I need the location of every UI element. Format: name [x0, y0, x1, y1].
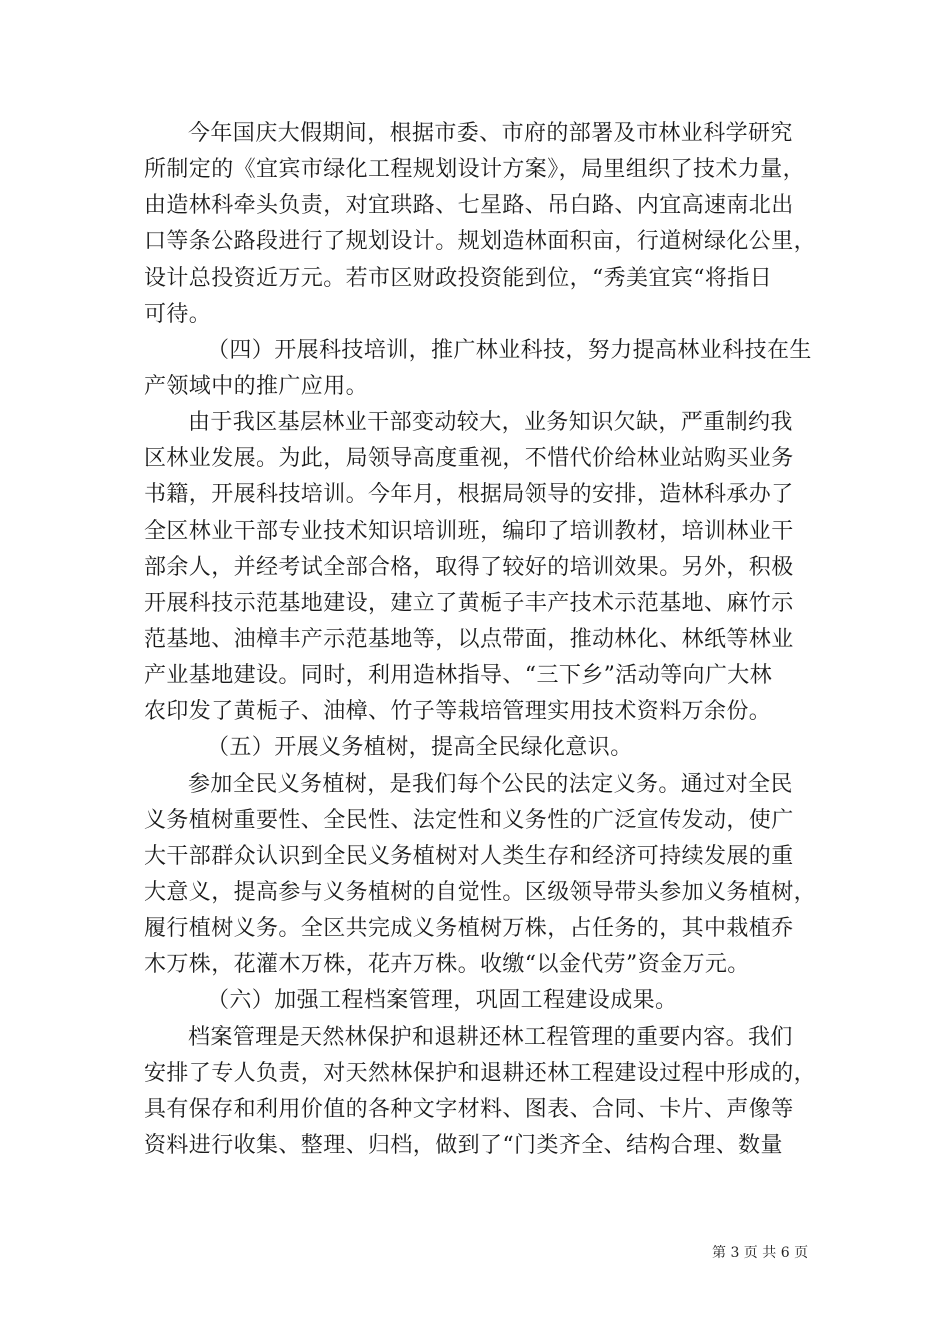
paragraph-line: 可待。 [144, 301, 212, 327]
paragraph-line: 由于我区基层林业干部变动较大，业务知识欠缺，严重制约我 [188, 410, 793, 436]
paragraph-line: 由造林科牵头负责，对宜珙路、七星路、吊白路、内宜高速南北出 [144, 193, 794, 219]
section-heading: （四）开展科技培训，推广林业科技，努力提高林业科技在生 [207, 337, 812, 363]
paragraph-line: 产业基地建设。同时，利用造林指导、“三下乡”活动等向广大林 [144, 663, 773, 689]
paragraph-line: 农印发了黄栀子、油樟、竹子等栽培管理实用技术资料万余份。 [144, 699, 772, 725]
paragraph-line: 资料进行收集、整理、归档，做到了“门类齐全、结构合理、数量 [144, 1132, 783, 1158]
paragraph-line: 具有保存和利用价值的各种文字材料、图表、合同、卡片、声像等 [144, 1096, 794, 1122]
paragraph-line: 部余人，并经考试全部合格，取得了较好的培训效果。另外，积极 [144, 554, 794, 580]
paragraph-line: 履行植树义务。全区共完成义务植树万株，占任务的，其中栽植乔 [144, 916, 794, 942]
paragraph-line: 范基地、油樟丰产示范基地等，以点带面，推动林化、林纸等林业 [144, 626, 794, 652]
paragraph-line: 书籍，开展科技培训。今年月，根据局领导的安排，造林科承办了 [144, 482, 794, 508]
document-body [144, 116, 817, 1164]
paragraph-line: 木万株，花灌木万株，花卉万株。收缴“以金代劳”资金万元。 [144, 952, 750, 978]
paragraph-line: 安排了专人负责，对天然林保护和退耕还林工程建设过程中形成的， [144, 1060, 817, 1086]
section-heading: （六）加强工程档案管理，巩固工程建设成果。 [207, 988, 678, 1014]
paragraph-line: 设计总投资近万元。若市区财政投资能到位，“秀美宜宾“将指日 [144, 265, 773, 291]
paragraph-line: 今年国庆大假期间，根据市委、市府的部署及市林业科学研究 [188, 121, 793, 146]
paragraph-line: 区林业发展。为此，局领导高度重视，不惜代价给林业站购买业务 [144, 446, 794, 472]
paragraph-line: 开展科技示范基地建设，建立了黄栀子丰产技术示范基地、麻竹示 [144, 590, 794, 616]
paragraph-line: 大意义，提高参与义务植树的自觉性。区级领导带头参加义务植树， [144, 879, 817, 905]
paragraph-line: 全区林业干部专业技术知识培训班，编印了培训教材，培训林业干 [144, 518, 794, 544]
section-heading-cont: 产领域中的推广应用。 [144, 373, 369, 399]
paragraph-line: 口等条公路段进行了规划设计。规划造林面积亩，行道树绿化公里， [144, 229, 817, 255]
paragraph-line: 义务植树重要性、全民性、法定性和义务性的广泛宣传发动，使广 [144, 807, 794, 833]
paragraph-line: 参加全民义务植树，是我们每个公民的法定义务。通过对全民 [188, 771, 793, 797]
page-number-footer: 第 3 页 共 6 页 [712, 1245, 809, 1261]
paragraph-line: 档案管理是天然林保护和退耕还林工程管理的重要内容。我们 [188, 1024, 793, 1050]
paragraph-line: 大干部群众认识到全民义务植树对人类生存和经济可持续发展的重 [144, 843, 794, 869]
paragraph-line: 所制定的《宜宾市绿化工程规划设计方案》，局里组织了技术力量， [144, 157, 806, 183]
section-heading: （五）开展义务植树，提高全民绿化意识。 [207, 735, 633, 761]
